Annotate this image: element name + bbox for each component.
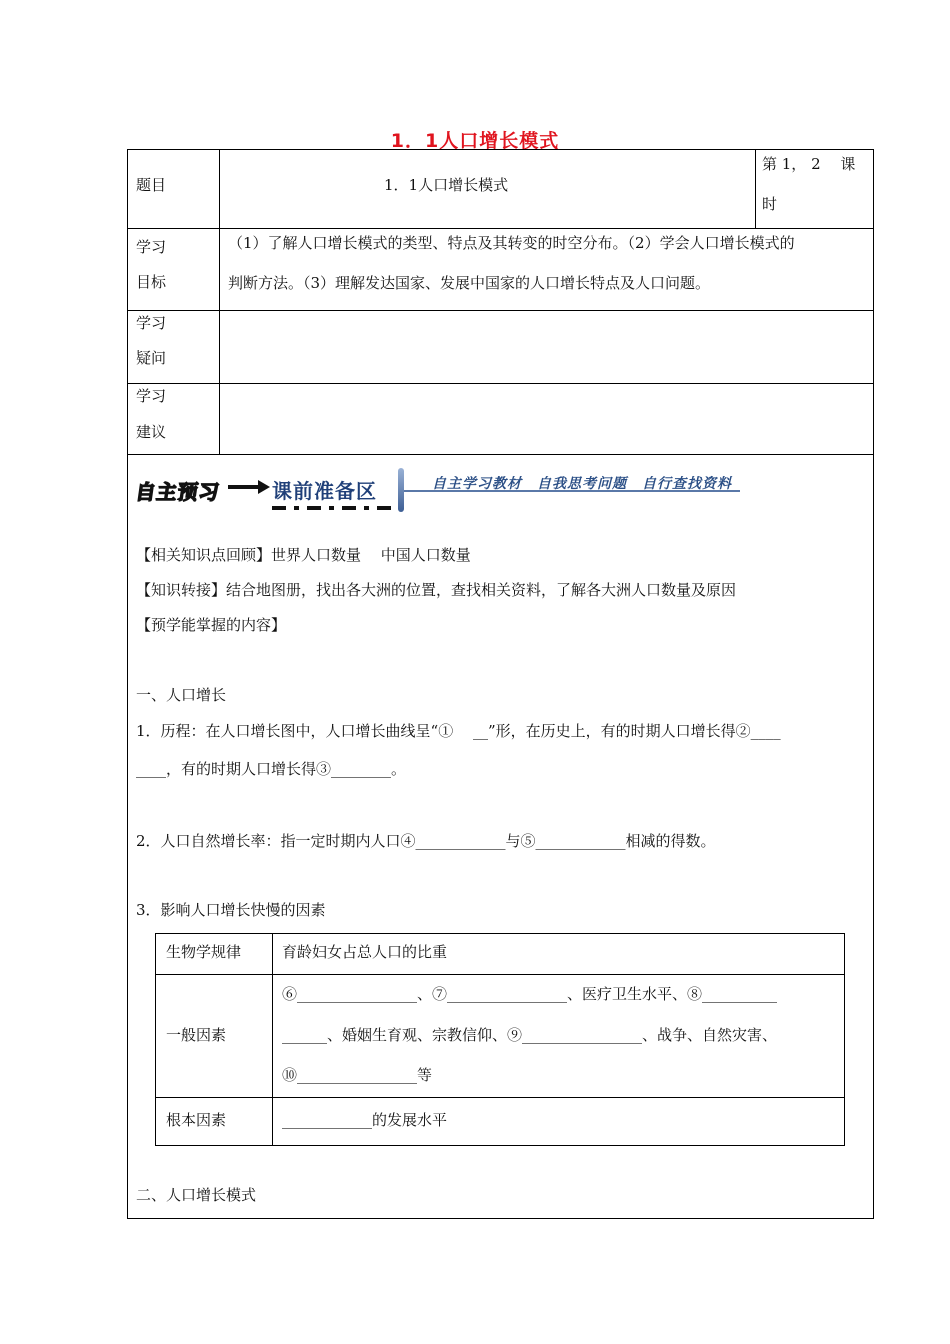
questions-label: 学习 [136,314,167,332]
column-divider [755,150,756,228]
questions-label-cont: 疑问 [136,349,167,367]
row-divider [128,454,873,455]
goals-text: （1）了解人口增长模式的类型、特点及其转变的时空分布。（2）学会人口增长模式的 [228,234,795,252]
worksheet-table [127,149,874,1219]
advice-label-cont: 建议 [136,423,167,441]
factor-value-general-end: ⑩________________等 [282,1066,433,1084]
review-line: 【相关知识点回顾】世界人口数量 中国人口数量 [136,546,471,564]
factor-value-general-cont: ______、婚姻生育观、宗教信仰、⑨________________、战争、自然灾害、 [282,1026,778,1044]
section2-heading: 二、人口增长模式 [136,1186,257,1204]
row-divider [156,1097,844,1098]
topic-label: 题目 [136,176,167,194]
column-divider [219,150,220,454]
transfer-line: 【知识转接】结合地图册，找出各大洲的位置，查找相关资料，了解各大洲人口数量及原因 [136,581,737,599]
item2-text: 2．人口自然增长率：指一定时期内人口④____________与⑤____________相减的得数。 [136,832,716,850]
row-divider [128,310,873,311]
row-divider [128,228,873,229]
zone-title: 课前准备区 [272,479,377,503]
item3-text: 3．影响人口增长快慢的因素 [136,901,326,919]
document-title: 1．1人口增长模式 [390,130,560,152]
factor-label-general: 一般因素 [166,1026,227,1044]
column-divider [272,934,273,1146]
period-label: 第 1， 2 课 [762,155,856,173]
factor-value-root: ____________的发展水平 [282,1111,448,1129]
factors-table [155,933,845,1146]
item1-text: 1．历程：在人口增长图中，人口增长曲线呈“① __”形，在历史上，有的时期人口增长得②____ [136,722,781,740]
mastery-line: 【预学能掌握的内容】 [136,616,287,634]
self-study-badge: 自主预习 [134,480,222,504]
factor-label-root: 根本因素 [166,1111,227,1129]
preview-banner [136,468,736,518]
dash-underline [272,504,396,512]
factor-value-general: ⑥________________、⑦________________、医疗卫生水平、⑧__________ [282,985,778,1003]
topic-value: 1．1人口增长模式 [384,176,509,194]
row-divider [156,974,844,975]
item1-text-cont: ____，有的时期人口增长得③________。 [136,760,407,778]
factor-label-biology: 生物学规律 [166,943,242,961]
factor-value-biology: 育龄妇女占总人口的比重 [282,943,448,961]
advice-label: 学习 [136,387,167,405]
banner-slogan: 自主学习教材 自我思考问题 自行查找资料 [432,476,732,492]
arrow-right-icon [228,480,270,494]
section1-heading: 一、人口增长 [136,686,227,704]
period-label-cont: 时 [762,195,778,213]
row-divider [128,383,873,384]
goals-label-cont: 目标 [136,273,167,291]
goals-label: 学习 [136,238,167,256]
goals-text-cont: 判断方法。（3）理解发达国家、发展中国家的人口增长特点及人口问题。 [228,274,711,292]
